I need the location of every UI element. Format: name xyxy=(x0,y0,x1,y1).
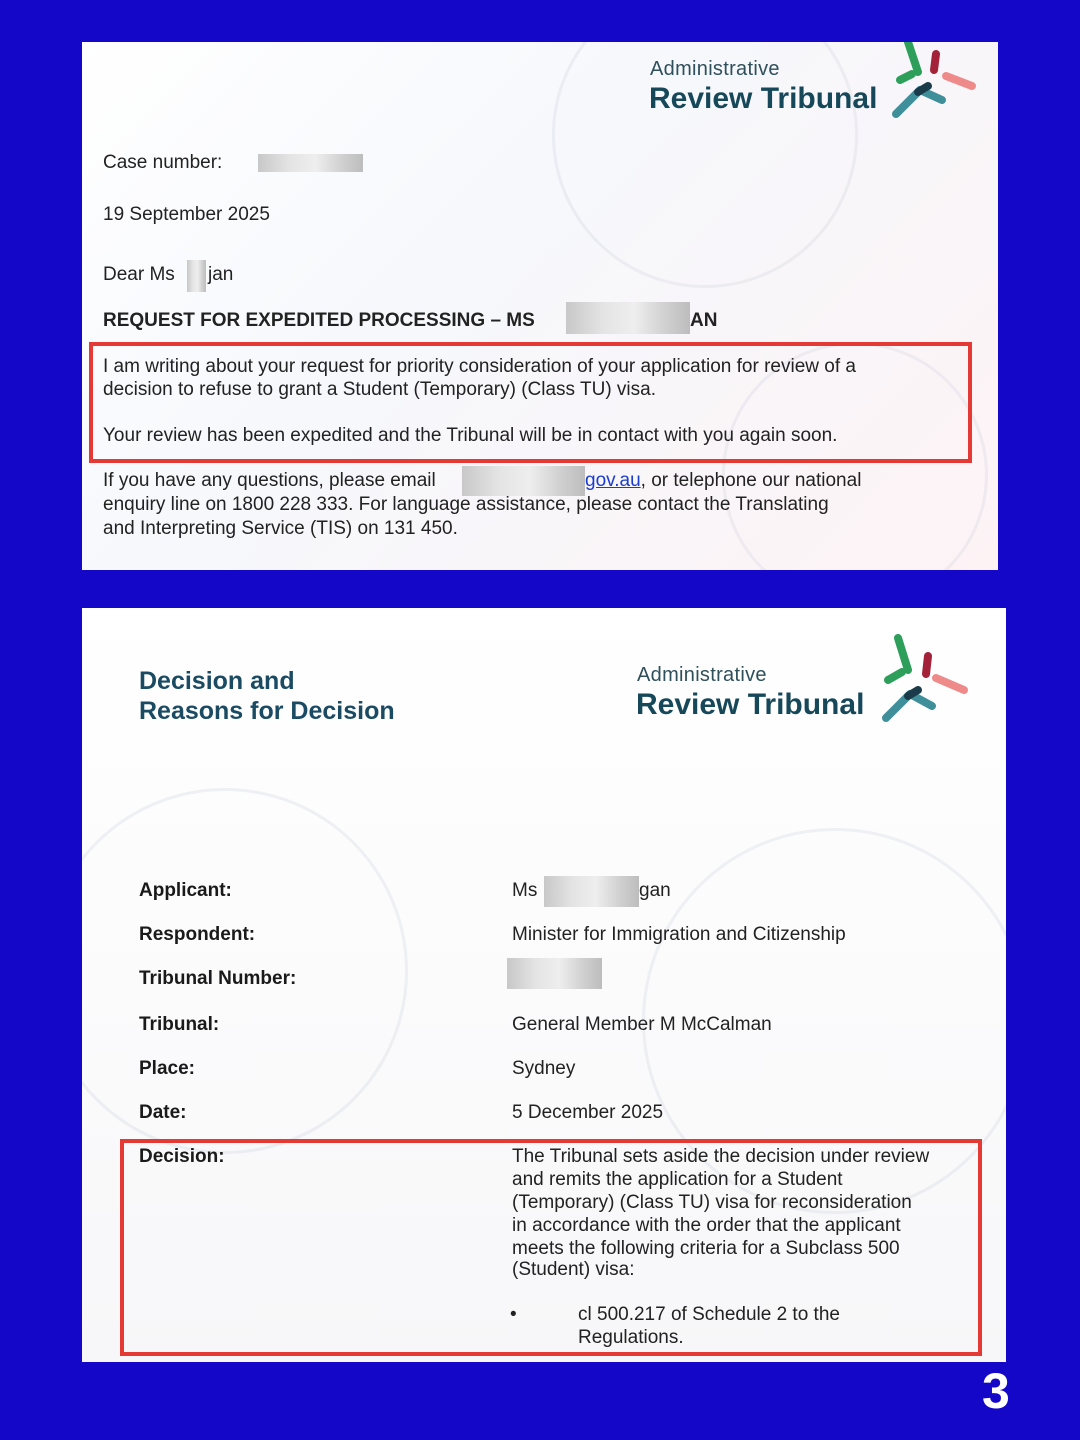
logo-text-big: Review Tribunal xyxy=(636,688,865,721)
para3-line2: enquiry line on 1800 228 333. For language assistance, please contact the Translating xyxy=(103,494,829,515)
respondent-label: Respondent: xyxy=(139,924,256,945)
applicant-value-start: Ms xyxy=(512,880,538,901)
para3-line3: and Interpreting Service (TIS) on 131 450. xyxy=(103,518,458,539)
tribunal-logo-icon xyxy=(890,42,990,122)
decision-text-line: The Tribunal sets aside the decision under review xyxy=(512,1146,930,1167)
greeting-start: Dear Ms xyxy=(103,264,175,285)
bullet-line2: Regulations. xyxy=(578,1327,684,1348)
subject-end: AN xyxy=(690,310,718,331)
expedite-letter-page xyxy=(82,42,998,570)
redacted-case-number xyxy=(258,154,363,172)
para3-line1 xyxy=(103,470,436,492)
greeting-end: jan xyxy=(208,264,234,285)
para3-start: If you have any questions, please email xyxy=(103,470,436,491)
redacted-email xyxy=(462,466,585,496)
redacted-tribunal-number xyxy=(507,958,602,989)
redacted-subject-name xyxy=(566,302,690,334)
decision-text-line: and remits the application for a Student xyxy=(512,1169,843,1190)
subject-line: REQUEST FOR EXPEDITED PROCESSING – MS xyxy=(103,310,535,331)
para2: Your review has been expedited and the Tribunal will be in contact with you again soon. xyxy=(103,425,838,446)
email-link[interactable]: gov.au xyxy=(585,470,641,491)
applicant-value-end: gan xyxy=(639,880,671,901)
decision-page xyxy=(82,608,1006,1362)
decision-text-line: meets the following criteria for a Subclass 500 xyxy=(512,1238,900,1259)
logo-text-small: Administrative xyxy=(650,58,780,80)
tribunal-logo-icon xyxy=(878,634,978,724)
redacted-applicant-name xyxy=(544,876,639,907)
bullet-line1: cl 500.217 of Schedule 2 to the xyxy=(578,1304,840,1325)
case-number-label: Case number: xyxy=(103,152,223,173)
logo-text-small: Administrative xyxy=(637,664,767,686)
redacted-name xyxy=(187,260,206,292)
para3-link-line xyxy=(585,470,861,492)
date-value: 5 December 2025 xyxy=(512,1102,664,1123)
respondent-value: Minister for Immigration and Citizenship xyxy=(512,924,846,945)
greeting xyxy=(103,264,175,286)
place-value: Sydney xyxy=(512,1058,576,1079)
decision-label: Decision: xyxy=(139,1146,225,1167)
logo-text-big: Review Tribunal xyxy=(649,82,878,115)
place-label: Place: xyxy=(139,1058,195,1079)
letter-date: 19 September 2025 xyxy=(103,204,270,225)
para1-line2: decision to refuse to grant a Student (Temporary) (Class TU) visa. xyxy=(103,379,656,400)
tribunal-value: General Member M McCalman xyxy=(512,1014,772,1035)
applicant-label: Applicant: xyxy=(139,880,232,901)
para1-line1: I am writing about your request for priority consideration of your application for review of a xyxy=(103,356,856,377)
para3-after: , or telephone our national xyxy=(640,470,862,491)
decision-text-line: in accordance with the order that the applicant xyxy=(512,1215,901,1236)
date-label: Date: xyxy=(139,1102,187,1123)
decision-text-line: (Student) visa: xyxy=(512,1259,635,1280)
decision-text-line: (Temporary) (Class TU) visa for reconsideration xyxy=(512,1192,912,1213)
decision-heading-line1: Decision and xyxy=(139,667,295,695)
tribunal-label: Tribunal: xyxy=(139,1014,220,1035)
page-number: 3 xyxy=(982,1363,1010,1419)
tribunal-number-label: Tribunal Number: xyxy=(139,968,297,989)
decision-heading-line2: Reasons for Decision xyxy=(139,697,395,725)
bullet-icon: • xyxy=(510,1304,517,1325)
